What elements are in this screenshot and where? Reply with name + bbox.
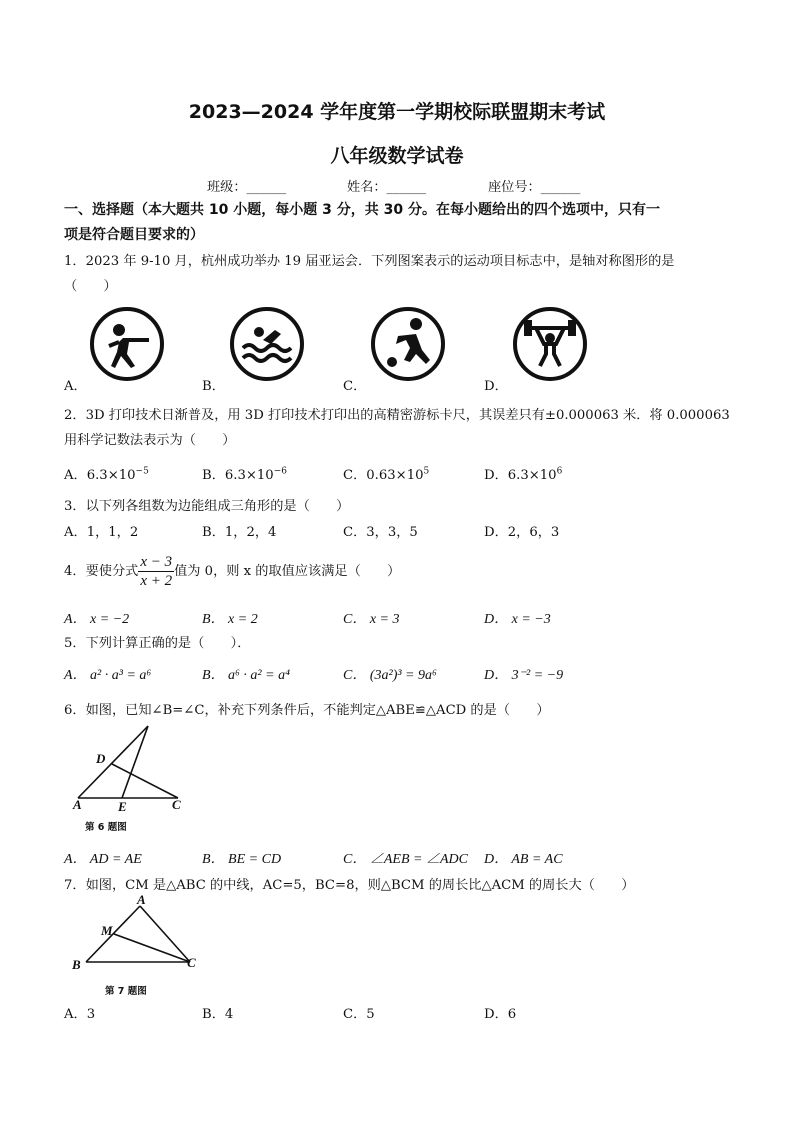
question-1-option-c[interactable]: C． — [343, 379, 367, 394]
question-2-option-d[interactable] — [484, 464, 562, 483]
question-2-option-c[interactable] — [343, 464, 429, 483]
figure-7-label-m: M — [101, 923, 113, 938]
question-4-stem — [64, 553, 400, 590]
section-heading: 一、选择题（本大题共 10 小题，每小题 3 分，共 30 分。在每小题给出的四个选项中，只有一 — [64, 202, 660, 218]
weightlifting-pictogram-icon — [512, 306, 588, 382]
stem-text: 值为 0，则 x 的取值应该满足（ ） — [174, 564, 401, 579]
section-heading-cont: 项是符合题目要求的） — [64, 227, 204, 243]
question-6-option-a[interactable]: A． AD = AE — [64, 852, 142, 867]
question-2-stem: 2．3D 打印技术日渐普及，用 3D 打印技术打印出的高精密游标卡尺，其误差只有±0.000063 米．将 0.000063 — [64, 408, 730, 423]
option-exponent: −6 — [273, 466, 287, 477]
question-4-option-b[interactable]: B． x = 2 — [202, 612, 258, 627]
question-7-option-c[interactable]: C．5 — [343, 1007, 375, 1022]
fraction-numerator: x − 3 — [140, 554, 173, 570]
question-5-option-a[interactable]: A． a² · a³ = a⁶ — [64, 668, 152, 683]
seat-field-label: 座位号：______ — [488, 180, 581, 195]
figure-7-label-c: C — [187, 955, 196, 970]
figure-6-label-c: C — [172, 797, 181, 812]
question-6-figure — [72, 722, 192, 834]
question-3-option-a[interactable]: A．1，1，2 — [64, 525, 139, 540]
option-value: 6.3×10 — [507, 468, 557, 483]
question-5-option-b[interactable]: B． a⁶ · a² = a⁴ — [202, 668, 290, 683]
question-7-option-a[interactable]: A．3 — [64, 1007, 96, 1022]
question-7-option-b[interactable]: B．4 — [202, 1007, 234, 1022]
question-4-option-a[interactable]: A． x = −2 — [64, 612, 130, 627]
option-letter: D． — [484, 468, 508, 483]
fraction — [138, 553, 174, 590]
option-letter: A． — [64, 468, 87, 483]
stem-text: 4．要使分式 — [64, 564, 139, 579]
question-4-option-c[interactable]: C． x = 3 — [343, 612, 400, 627]
exam-subtitle: 八年级数学试卷 — [330, 145, 464, 167]
question-5-option-c[interactable]: C． (3a²)³ = 9a⁶ — [343, 668, 437, 683]
option-exponent: 6 — [556, 466, 563, 477]
question-7-figure — [82, 898, 202, 970]
question-3-option-d[interactable]: D．2，6，3 — [484, 525, 560, 540]
question-3-option-b[interactable]: B．1，2，4 — [202, 525, 277, 540]
question-2-option-b[interactable] — [202, 464, 287, 483]
question-6-option-b[interactable]: B． BE = CD — [202, 852, 282, 867]
swimming-pictogram-icon — [229, 306, 305, 382]
figure-6-label-d: D — [96, 751, 106, 766]
option-exponent: −5 — [135, 466, 149, 477]
question-7-option-d[interactable]: D．6 — [484, 1007, 517, 1022]
option-value: 0.63×10 — [366, 468, 424, 483]
question-1-option-a[interactable]: A． — [64, 379, 87, 394]
question-2-stem-cont: 用科学记数法表示为（ ） — [64, 433, 236, 448]
question-7-stem: 7．如图，CM 是△ABC 的中线，AC=5，BC=8，则△BCM 的周长比△ACM 的周长大（ ） — [64, 878, 635, 893]
question-5-stem: 5．下列计算正确的是（ ）． — [64, 636, 251, 651]
figure-7-label-a: A — [137, 892, 146, 907]
class-field-label: 班级：______ — [207, 180, 287, 195]
question-1-stem: 1．2023 年 9-10 月，杭州成功举办 19 届亚运会．下列图案表示的运动项目标志中，是轴对称图形的是 — [64, 254, 675, 269]
fraction-denominator: x + 2 — [140, 573, 173, 589]
figure-6-label-e: E — [118, 799, 127, 814]
question-5-option-d[interactable]: D． 3⁻² = −9 — [484, 668, 564, 683]
question-1-option-b[interactable]: B． — [202, 379, 225, 394]
question-6-option-c[interactable]: C． ∠AEB = ∠ADC — [343, 852, 468, 867]
question-6-option-d[interactable]: D． AB = AC — [484, 852, 563, 867]
question-6-stem: 6．如图，已知∠B=∠C，补充下列条件后，不能判定△ABE≌△ACD 的是（ ） — [64, 703, 550, 718]
option-value: 6.3×10 — [86, 468, 136, 483]
question-1-option-d[interactable]: D． — [484, 379, 508, 394]
question-2-option-a[interactable] — [64, 464, 149, 483]
question-3-option-c[interactable]: C．3，3，5 — [343, 525, 418, 540]
figure-7-caption: 第 7 题图 — [105, 986, 147, 997]
option-value: 6.3×10 — [224, 468, 274, 483]
question-3-stem: 3．以下列各组数为边能组成三角形的是（ ） — [64, 499, 350, 514]
option-letter: C． — [343, 468, 367, 483]
exam-title: 2023—2024 学年度第一学期校际联盟期末考试 — [188, 101, 606, 123]
question-1-paren: （ ） — [64, 279, 117, 294]
name-field-label: 姓名：______ — [347, 180, 427, 195]
figure-6-label-a: A — [73, 797, 82, 812]
football-pictogram-icon — [370, 306, 446, 382]
question-4-option-d[interactable]: D． x = −3 — [484, 612, 551, 627]
option-exponent: 5 — [423, 466, 430, 477]
shooting-pictogram-icon — [89, 306, 165, 382]
figure-7-label-b: B — [72, 957, 81, 972]
figure-6-caption: 第 6 题图 — [85, 822, 127, 833]
option-letter: B． — [202, 468, 225, 483]
